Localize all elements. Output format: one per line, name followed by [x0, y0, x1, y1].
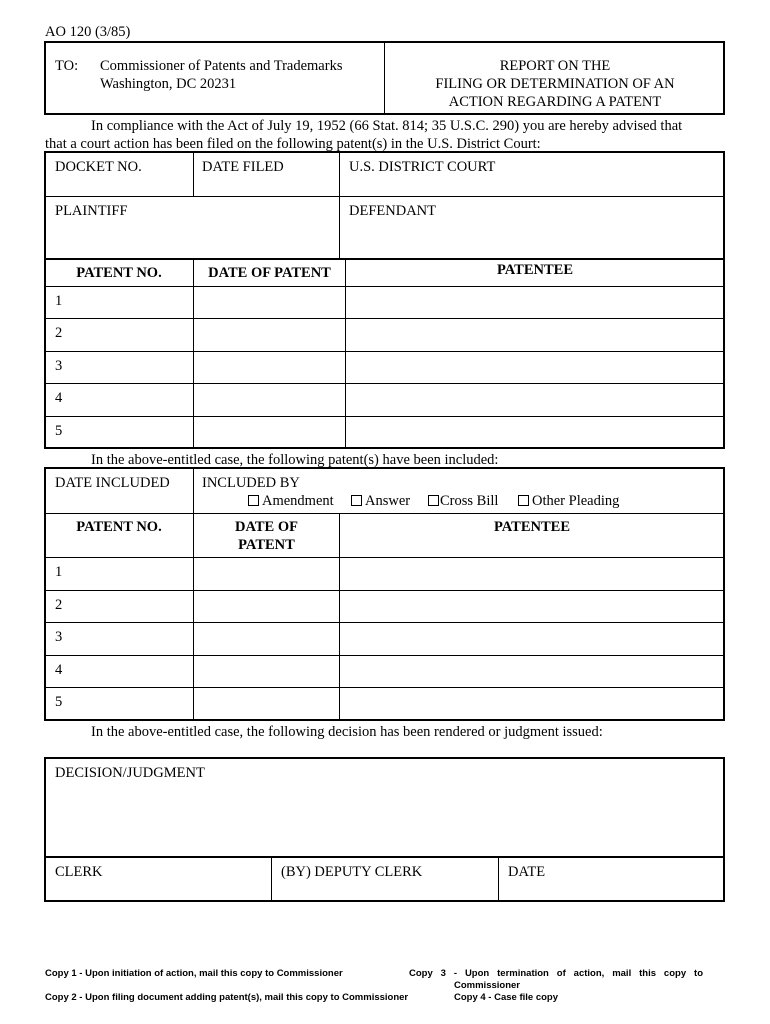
decision-judgment-label: DECISION/JUDGMENT — [55, 765, 205, 781]
plaintiff-label: PLAINTIFF — [55, 203, 128, 219]
option-amendment[interactable]: Amendment — [248, 493, 334, 510]
option-answer[interactable]: Answer — [351, 493, 410, 510]
t2-row-3: 3 — [55, 629, 63, 645]
report-title-line2: FILING OR DETERMINATION OF AN — [435, 76, 675, 92]
t2-row-4: 4 — [55, 662, 63, 678]
included-by-label: INCLUDED BY — [202, 475, 300, 491]
report-title-line1: REPORT ON THE — [499, 58, 611, 74]
t2-col-date-line2: PATENT — [238, 537, 295, 553]
deputy-clerk-label: (BY) DEPUTY CLERK — [281, 864, 423, 880]
t1-row-3: 3 — [55, 358, 63, 374]
amendment-checkbox[interactable] — [248, 495, 259, 506]
form-id: AO 120 (3/85) — [45, 24, 131, 40]
t2-col-patentee: PATENTEE — [493, 519, 570, 535]
t2-row-1: 1 — [55, 564, 63, 580]
to-label: TO: — [55, 58, 79, 74]
date-filed-label: DATE FILED — [202, 159, 284, 175]
answer-checkbox[interactable] — [351, 495, 362, 506]
footer-copy4: Copy 4 - Case file copy — [454, 992, 559, 1003]
cross-bill-checkbox[interactable] — [428, 495, 439, 506]
t1-row-1: 1 — [55, 293, 63, 309]
date-label: DATE — [508, 864, 546, 880]
t1-row-2: 2 — [55, 325, 63, 341]
t2-row-2: 2 — [55, 597, 63, 613]
included-intro: In the above-entitled case, the following patent(s) have been included: — [91, 452, 499, 468]
footer-copy3-line2: Commissioner — [454, 980, 520, 991]
t2-col-patent-no: PATENT NO. — [76, 519, 162, 535]
defendant-label: DEFENDANT — [349, 203, 436, 219]
decision-intro: In the above-entitled case, the following decision has been rendered or judgment issued: — [91, 724, 603, 740]
footer-copy3-line1: Copy 3 - Upon termination of action, mail this copy to — [409, 968, 703, 979]
option-cross-bill[interactable]: Cross Bill — [428, 493, 498, 510]
t1-row-5: 5 — [55, 423, 63, 439]
report-title-line3: ACTION REGARDING A PATENT — [448, 94, 662, 110]
t2-col-date-line1: DATE OF — [235, 519, 298, 535]
other-pleading-checkbox[interactable] — [518, 495, 529, 506]
to-address-line1: Commissioner of Patents and Trademarks — [100, 58, 343, 74]
to-address-line2: Washington, DC 20231 — [100, 76, 237, 92]
t1-col-date-of-patent: DATE OF PATENT — [208, 265, 331, 281]
intro-line1: In compliance with the Act of July 19, 1952 (66 Stat. 814; 35 U.S.C. 290) you are hereby advised that — [91, 118, 683, 134]
district-court-label: U.S. DISTRICT COURT — [349, 159, 496, 175]
t1-col-patent-no: PATENT NO. — [76, 265, 162, 281]
docket-no-label: DOCKET NO. — [55, 159, 142, 175]
t2-row-5: 5 — [55, 694, 63, 710]
date-included-label: DATE INCLUDED — [55, 475, 170, 491]
option-other-pleading[interactable]: Other Pleading — [518, 493, 619, 510]
clerk-label: CLERK — [55, 864, 103, 880]
t1-col-patentee: PATENTEE — [496, 262, 573, 278]
intro-line2: that a court action has been filed on the following patent(s) in the U.S. District Court: — [45, 136, 541, 152]
footer-copy2: Copy 2 - Upon filing document adding patent(s), mail this copy to Commissioner — [45, 992, 409, 1003]
footer-copy1: Copy 1 - Upon initiation of action, mail this copy to Commissioner — [45, 968, 343, 979]
t1-row-4: 4 — [55, 390, 63, 406]
